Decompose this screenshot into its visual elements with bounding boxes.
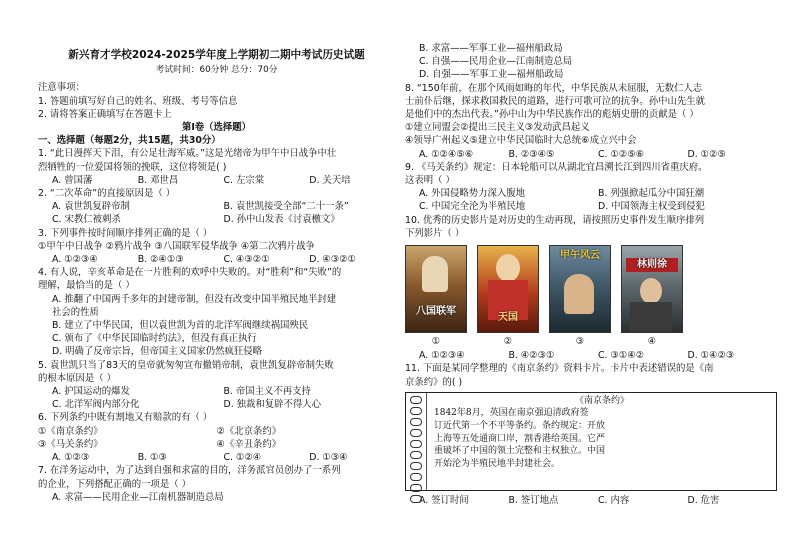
option-a[interactable]: A. 推翻了中国两千多年的封建帝制，但没有改变中国半殖民地半封建 — [52, 293, 337, 305]
question-3 — [38, 227, 395, 267]
film-caption: 甲午风云 — [560, 250, 600, 262]
option-b[interactable]: B. 邓世昌 — [137, 174, 179, 186]
question-4 — [38, 266, 395, 358]
film-figure — [640, 278, 662, 304]
question-10 — [405, 214, 777, 363]
option-c[interactable]: C. 左宗棠 — [223, 174, 265, 186]
option-c[interactable]: C. ①②⑤⑥ — [598, 148, 645, 160]
card-heading: 《南京条约》 — [574, 395, 629, 406]
film-poster-4 — [621, 245, 683, 333]
question-stem: 10. 优秀的历史影片是对历史的生动再现，请按照历史事件发生顺序排列 — [405, 214, 705, 226]
option-c[interactable]: C. 内容 — [598, 494, 630, 506]
question-5 — [38, 359, 395, 412]
notes-heading: 注意事项： — [38, 82, 85, 94]
note-item: 1. 答题前填写好自己的姓名、班级、考号等信息 — [38, 95, 238, 107]
option-b[interactable]: B. 建立了中华民国，但以袁世凯为首的北洋军阀继续祸国殃民 — [52, 320, 309, 332]
film-caption: 八国联军 — [416, 306, 456, 318]
option-a[interactable]: A. ①②④⑤⑥ — [419, 148, 474, 160]
question-stem: 5. 袁世凯只当了83天的皇帝就匆匆宣布撤销帝制，袁世凯复辟帝制失败 — [38, 359, 334, 371]
film-figure — [564, 274, 594, 314]
question-stem: 下列影片（ ） — [405, 227, 465, 239]
film-caption: 林则徐 — [626, 258, 678, 272]
question-stem: 4. 有人说，辛亥革命是在一片胜利的欢呼中失败的。对“胜利”和“失败”的 — [38, 267, 342, 279]
option-d[interactable]: D. 自强——军事工业—福州船政局 — [419, 69, 564, 81]
option-b[interactable]: B. 签订地点 — [508, 494, 559, 506]
question-stem: 士前仆后继，探求救国救民的道路，进行可歌可泣的抗争。孙中山先生就 — [405, 95, 706, 107]
card-line: 订近代第一个不平等条约。条约规定：开放 — [434, 421, 606, 432]
option-b[interactable]: B. ②④①③ — [137, 254, 184, 266]
film-robe — [630, 302, 672, 332]
question-11 — [405, 362, 777, 507]
question-stem: ①建立同盟会②提出三民主义③发动武昌起义 — [405, 122, 590, 134]
film-label: ② — [503, 336, 513, 348]
option-b[interactable]: B. ②③④⑤ — [508, 148, 555, 160]
option-c[interactable]: C. ④③②① — [223, 254, 270, 266]
option-a[interactable]: A. ①②③④ — [52, 254, 98, 266]
card-line: 上海等五处通商口岸，割香港给英国。它严 — [434, 433, 606, 444]
left-column — [38, 0, 395, 504]
option-b[interactable]: B. 帝国主义不再支持 — [223, 386, 311, 398]
question-7-continued — [405, 42, 777, 82]
option-d[interactable]: D. 明确了反帝宗旨，但帝国主义国家仍然疯狂侵略 — [52, 346, 263, 358]
treaty-card — [405, 392, 777, 491]
film-figure — [496, 254, 520, 282]
volume-heading: 第I卷（选择题） — [181, 122, 252, 134]
film-label: ④ — [647, 336, 657, 348]
film-poster-2 — [477, 245, 539, 333]
card-line: 开始沦为半殖民地半封建社会。 — [434, 458, 561, 469]
option-c[interactable]: C. 自强——民用企业—江南制造总局 — [419, 56, 573, 68]
treaty-item: ①《南京条约》 — [38, 425, 103, 437]
question-9 — [405, 161, 777, 214]
option-d[interactable]: D. 中国领海主权受到侵犯 — [598, 201, 705, 213]
treaty-item: ②《北京条约》 — [216, 425, 282, 437]
option-b[interactable]: B. ①③ — [137, 452, 167, 464]
option-b[interactable]: B. 列强掀起瓜分中国狂潮 — [598, 188, 705, 200]
option-d[interactable]: D. ①④②③ — [687, 350, 735, 362]
question-stem: 6. 下列条约中既有割地又有赔款的有（ ） — [38, 412, 213, 424]
option-d[interactable]: D. ①②⑤ — [687, 148, 726, 160]
film-poster-1 — [405, 245, 467, 333]
question-8 — [405, 82, 777, 161]
option-b[interactable]: B. ④②③① — [508, 350, 555, 362]
exam-info: 考试时间：60分钟 总分：70分 — [155, 65, 278, 76]
film-posters — [405, 245, 777, 333]
option-a-cont: 社会的性质 — [52, 306, 99, 318]
option-c[interactable]: C. ①②④ — [223, 452, 262, 464]
card-binding — [406, 393, 427, 490]
question-stem: 京条约》的( ) — [405, 376, 463, 388]
question-1 — [38, 147, 395, 187]
option-c[interactable]: C. ③①④② — [598, 350, 645, 362]
question-stem: 8. “150年前，在那个风雨如晦的年代，中华民族从未屈服，无数仁人志 — [405, 82, 703, 94]
question-stem: 烈牺牲的一位爱国将领的挽联，这位将领是( ) — [38, 161, 227, 173]
question-stem: ①甲午中日战争 ②鸦片战争 ③八国联军侵华战争 ④第二次鸦片战争 — [38, 240, 315, 252]
question-stem: 是他们中的杰出代表。”孙中山为中华民族作出的彪炳史册的贡献是（ ） — [405, 109, 699, 121]
question-stem: 1. “此日漫挥天下泪，有公足壮海军威。”这是光绪帝为甲午中日战争中壮 — [38, 148, 337, 160]
option-a[interactable]: A. ①②③ — [52, 452, 90, 464]
option-d[interactable]: D. 独裁和复辟不得人心 — [223, 399, 322, 411]
option-d[interactable]: D. ④③②① — [309, 254, 357, 266]
right-column — [405, 42, 777, 507]
option-a[interactable]: A. 袁世凯复辟帝制 — [52, 201, 130, 213]
question-stem: 的企业，下列搭配正确的一项是（ ） — [38, 478, 191, 490]
note-item: 2. 请将答案正确填写在答题卡上 — [38, 108, 172, 120]
option-a[interactable]: A. 签订时间 — [419, 494, 469, 506]
option-b[interactable]: B. 袁世凯接受全部“二十一条” — [223, 201, 349, 213]
card-line: 重破坏了中国的领土完整和主权独立。中国 — [434, 446, 606, 457]
question-2 — [38, 187, 395, 227]
option-c[interactable]: C. 北洋军阀内部分化 — [52, 399, 140, 411]
film-poster-3 — [549, 245, 611, 333]
section-heading: 一、选择题（每题2分，共15题，共30分） — [38, 135, 221, 147]
option-a[interactable]: A. ①②③④ — [419, 350, 465, 362]
option-a[interactable]: A. 外国侵略势力深入腹地 — [419, 188, 525, 200]
question-stem: 的根本原因是（ ） — [38, 372, 116, 384]
option-c[interactable]: C. 颁布了《中华民国临时约法》，但没有真正执行 — [52, 333, 257, 345]
option-d[interactable]: D. ①③④ — [309, 452, 348, 464]
question-stem: 3. 下列事件按时间顺序排列正确的是（ ） — [38, 227, 213, 239]
question-stem: ④领导广州起义⑤建立中华民国临时大总统⑥成立兴中会 — [405, 135, 637, 147]
option-d[interactable]: D. 关天培 — [309, 174, 351, 186]
option-a[interactable]: A. 曾国藩 — [52, 174, 93, 186]
option-d[interactable]: D. 孙中山发表《讨袁檄文》 — [223, 214, 340, 226]
option-c[interactable]: C. 宋教仁被刺杀 — [52, 214, 121, 226]
question-stem: 2. “二次革命”的直接原因是（ ） — [38, 188, 176, 200]
option-d[interactable]: D. 危害 — [687, 494, 720, 506]
exam-title: 新兴育才学校2024-2025学年度上学期初二期中考试历史试题 — [68, 49, 365, 61]
question-stem: 11. 下面是某同学整理的《南京条约》资料卡片。卡片中表述错误的是《南 — [405, 363, 714, 375]
film-label: ③ — [575, 336, 585, 348]
option-c[interactable]: C. 中国完全沦为半殖民地 — [419, 201, 526, 213]
question-stem: 这表明（ ） — [405, 175, 455, 187]
film-caption: 天国 — [498, 312, 518, 324]
question-stem: 9. 《马关条约》规定：日本轮船可以从湖北宜昌溯长江到四川省重庆府。 — [405, 161, 708, 173]
film-figure — [422, 256, 448, 292]
film-label: ① — [431, 336, 441, 348]
question-6 — [38, 411, 395, 464]
question-stem: 7. 在洋务运动中，为了达到自强和求富的目的，洋务派官员创办了一系列 — [38, 465, 341, 477]
option-a[interactable]: A. 护国运动的爆发 — [52, 386, 130, 398]
treaty-item: ③《马关条约》 — [38, 438, 103, 450]
card-line: 1842年8月，英国在南京强迫清政府签 — [434, 408, 589, 419]
option-a[interactable]: A. 求富——民用企业—江南机器制造总局 — [52, 491, 224, 503]
treaty-item: ④《辛丑条约》 — [216, 438, 282, 450]
question-7 — [38, 464, 395, 504]
question-stem: 理解，最恰当的是（ ） — [38, 280, 135, 292]
option-b[interactable]: B. 求富——军事工业—福州船政局 — [419, 43, 563, 54]
